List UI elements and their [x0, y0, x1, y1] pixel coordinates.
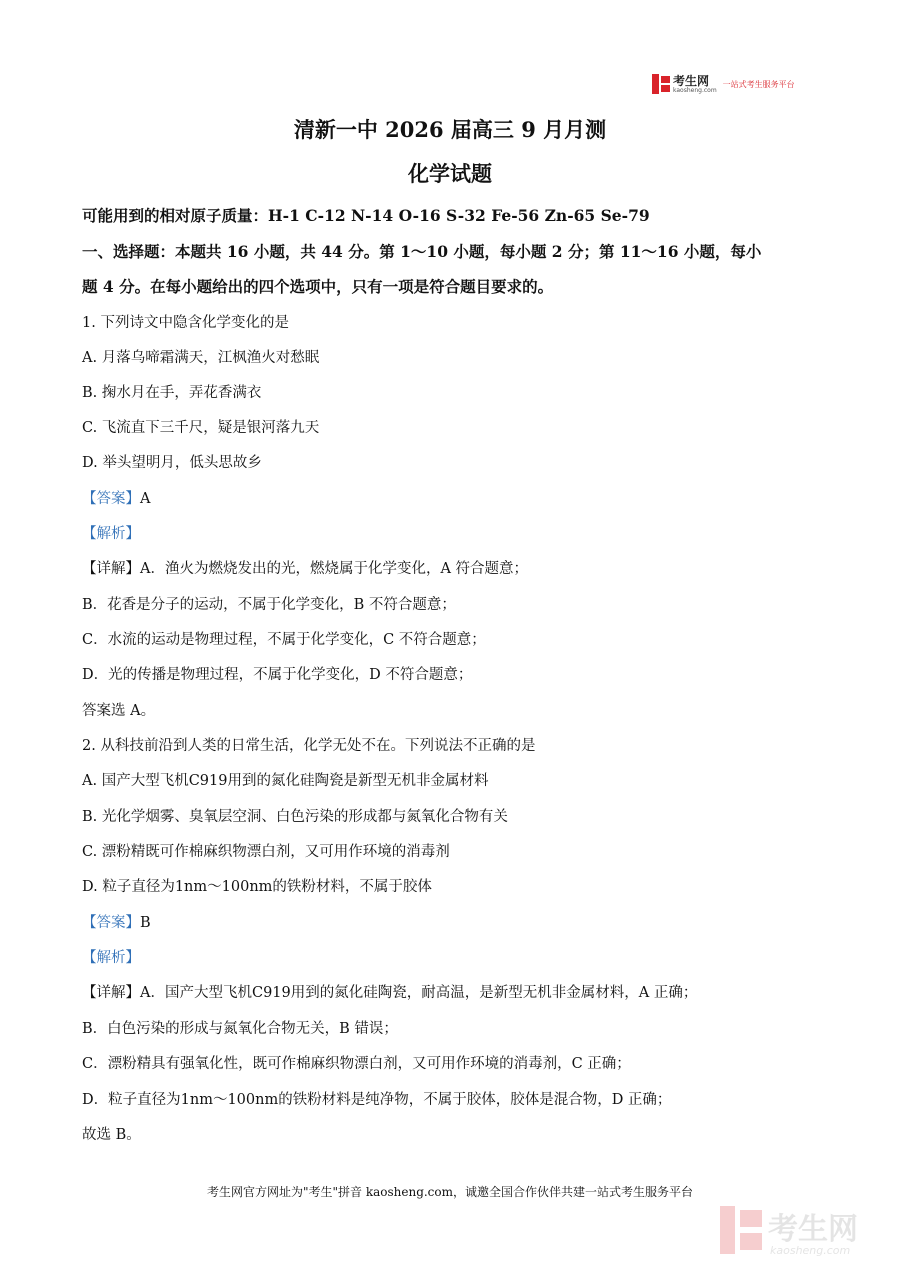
q2-option-d: D. 粒子直径为1nm～100nm的铁粉材料，不属于胶体: [82, 879, 432, 895]
answer-value: A: [140, 491, 151, 507]
page-title: 清新一中 2026 届高三 9 月月测: [293, 117, 607, 142]
q2-option-a: A. 国产大型飞机C919用到的氮化硅陶瓷是新型无机非金属材料: [82, 773, 489, 789]
section-instruction-2: 题 4 分。在每小题给出的四个选项中，只有一项是符合题目要求的。: [82, 277, 554, 296]
q2-option-c: C. 漂粉精既可作棉麻织物漂白剂，又可用作环境的消毒剂: [82, 844, 450, 860]
q1-conclusion: 答案选 A。: [82, 703, 156, 719]
detail-tag: 【详解】: [82, 985, 140, 1001]
q1-stem: 1. 下列诗文中隐含化学变化的是: [82, 315, 289, 331]
section-instruction-1: 一、选择题：本题共 16 小题，共 44 分。第 1～10 小题，每小题 2 分；第 11～16 小题，每小: [82, 242, 762, 261]
q1-option-d: D. 举头望明月，低头思故乡: [82, 455, 262, 471]
watermark-logo-icon: [720, 1206, 762, 1254]
q2-detail-d: D．粒子直径为1nm～100nm的铁粉材料是纯净物，不属于胶体，胶体是混合物，D 正确；: [82, 1092, 672, 1108]
q1-analysis-tag: 【解析】: [82, 526, 140, 542]
watermark: [720, 1204, 880, 1260]
answer-tag: 【答案】: [82, 915, 140, 931]
kaosheng-logo-icon: [652, 74, 670, 94]
q2-stem: 2. 从科技前沿到人类的日常生活，化学无处不在。下列说法不正确的是: [82, 738, 536, 754]
q1-detail-a: [82, 557, 528, 578]
q1-answer: [82, 487, 150, 508]
q2-detail-a: [82, 981, 697, 1002]
logo-domain: kaosheng.com: [673, 86, 717, 94]
kaosheng-logo: [652, 72, 795, 96]
q2-option-b: B. 光化学烟雾、臭氧层空洞、白色污染的形成都与氮氧化合物有关: [82, 809, 508, 825]
q1-detail-b: B．花香是分子的运动，不属于化学变化，B 不符合题意；: [82, 597, 456, 613]
q1-option-c: C. 飞流直下三千尺，疑是银河落九天: [82, 420, 320, 436]
watermark-domain: kaosheng.com: [770, 1244, 851, 1257]
q2-detail-c: C．漂粉精具有强氧化性，既可作棉麻织物漂白剂，又可用作环境的消毒剂，C 正确；: [82, 1056, 631, 1072]
answer-value: B: [140, 915, 151, 931]
logo-slogan: 一站式考生服务平台: [722, 79, 795, 89]
footer-text: 考生网官方网址为"考生"拼音 kaosheng.com，诚邀全国合作伙伴共建一站式考生服务平台: [206, 1185, 694, 1199]
answer-tag: 【答案】: [82, 491, 140, 507]
q2-analysis-tag: 【解析】: [82, 950, 140, 966]
q2-answer: [82, 911, 151, 932]
q2-conclusion: 故选 B。: [82, 1127, 141, 1143]
atomic-masses: 可能用到的相对原子质量：H-1 C-12 N-14 O-16 S-32 Fe-56 Zn-65 Se-79: [82, 206, 650, 225]
q1-detail-c: C．水流的运动是物理过程，不属于化学变化，C 不符合题意；: [82, 632, 486, 648]
detail-text: A．国产大型飞机C919用到的氮化硅陶瓷，耐高温，是新型无机非金属材料，A 正确；: [140, 985, 698, 1001]
q2-detail-b: B．白色污染的形成与氮氧化合物无关，B 错误；: [82, 1021, 398, 1037]
detail-text: A．渔火为燃烧发出的光，燃烧属于化学变化，A 符合题意；: [140, 561, 529, 577]
logo-brand: 考生网: [673, 73, 710, 88]
q1-option-b: B. 掬水月在手，弄花香满衣: [82, 385, 262, 401]
page-subtitle: 化学试题: [408, 161, 492, 186]
watermark-brand: 考生网: [768, 1212, 858, 1247]
q1-option-a: A. 月落乌啼霜满天，江枫渔火对愁眠: [82, 350, 320, 366]
q1-detail-d: D．光的传播是物理过程，不属于化学变化，D 不符合题意；: [82, 667, 473, 683]
detail-tag: 【详解】: [82, 561, 140, 577]
